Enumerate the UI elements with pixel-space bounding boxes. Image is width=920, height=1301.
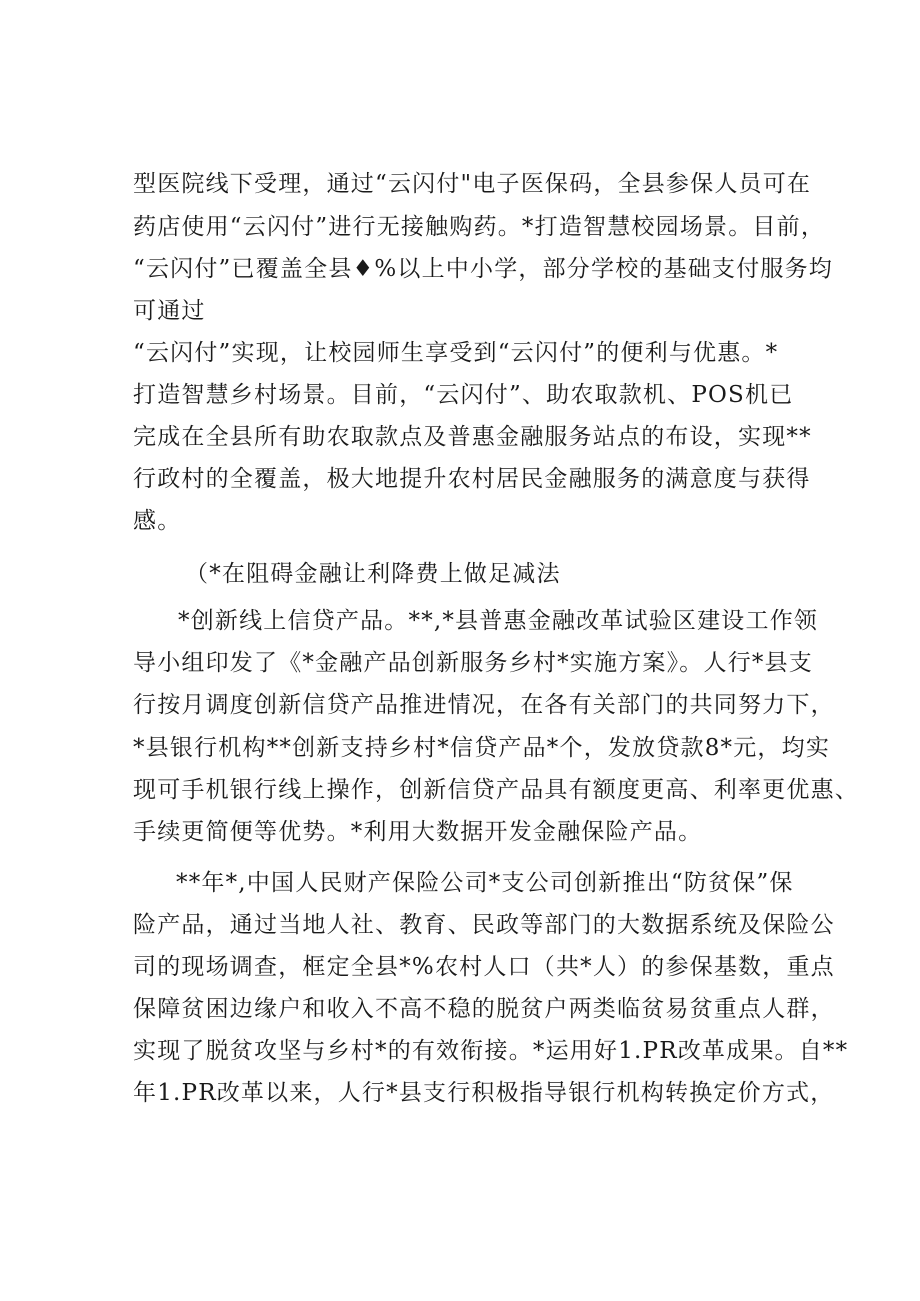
text-line: “云闪付”实现，让校园师生享受到“云闪付”的便利与优惠。* bbox=[133, 340, 779, 366]
text-line: 险产品，通过当地人社、教育、民政等部门的大数据系统及保险公 bbox=[133, 912, 835, 938]
text-line: 打造智慧乡村场景。目前，“云闪付”、助农取款机、POS机已 bbox=[133, 382, 794, 408]
text-line: **年*,中国人民财产保险公司*支公司创新推出“防贫保”保 bbox=[176, 870, 794, 896]
text-line: 导小组印发了《*金融产品创新服务乡村*实施方案》。人行*县支 bbox=[133, 650, 813, 676]
text-line: 手续更简便等优势。*利用大数据开发金融保险产品。 bbox=[133, 819, 703, 845]
text-line: 年1.PR改革以来，人行*县支行积极指导银行机构转换定价方式， bbox=[133, 1080, 835, 1106]
text-line: 药店使用“云闪付”进行无接触购药。*打造智慧校园场景。目前， bbox=[133, 214, 826, 240]
text-line: 型医院线下受理，通过“云闪付"电子医保码，全县参保人员可在 bbox=[133, 171, 812, 197]
text-line: *县银行机构**创新支持乡村*信贷产品*个，发放贷款8*元，均实 bbox=[133, 735, 831, 761]
text-line: 保障贫困边缘户和收入不高不稳的脱贫户两类临贫易贫重点人群， bbox=[133, 996, 835, 1022]
text-line: 感。 bbox=[133, 508, 182, 534]
text-line: “云闪付”已覆盖全县♦%以上中小学，部分学校的基础支付服务均 bbox=[133, 256, 833, 282]
text-line: 司的现场调查，框定全县*%农村人口（共*人）的参保基数，重点 bbox=[133, 954, 835, 980]
text-line: *创新线上信贷产品。**,*县普惠金融改革试验区建设工作领 bbox=[178, 608, 819, 634]
section-heading: （*在阻碍金融让利降费上做足减法 bbox=[185, 561, 561, 587]
text-line: 可通过 bbox=[133, 298, 206, 324]
text-line: 行按月调度创新信贷产品推进情况，在各有关部门的共同努力下， bbox=[133, 692, 835, 718]
text-line: 现可手机银行线上操作，创新信贷产品具有额度更高、利率更优惠、 bbox=[133, 777, 859, 803]
text-line: 行政村的全覆盖，极大地提升农村居民金融服务的满意度与获得 bbox=[133, 466, 811, 492]
text-line: 实现了脱贫攻坚与乡村*的有效衔接。*运用好1.PR改革成果。自** bbox=[133, 1038, 849, 1064]
text-line: 完成在全县所有助农取款点及普惠金融服务站点的布设，实现** bbox=[133, 424, 812, 450]
